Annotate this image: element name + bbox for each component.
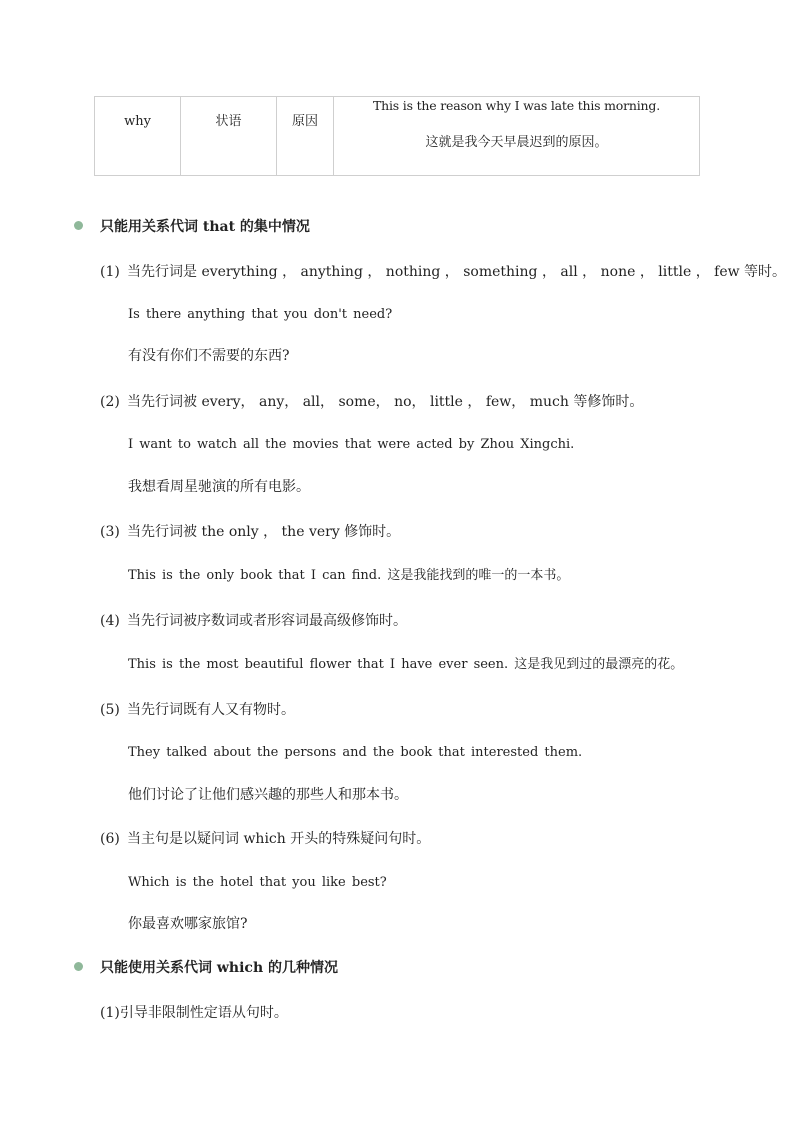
rule-text: 当先行词被序数词或者形容词最高级修饰时。 [127, 613, 407, 629]
rule-text: 当主句是以疑问词 which 开头的特殊疑问句时。 [127, 831, 431, 847]
example-translation: 他们讨论了让他们感兴趣的那些人和那本书。 [128, 787, 408, 803]
rule-number: (2) [100, 394, 120, 410]
relative-adverb-table [94, 96, 700, 176]
example-sentence: I want to watch all the movies that were acted by Zhou Xingchi. [128, 437, 575, 452]
table-cell-meaning [277, 97, 334, 176]
table-cell-example [334, 97, 700, 176]
rule-item-5 [100, 701, 295, 719]
table-cell-word [95, 97, 181, 176]
word-meaning: 原因 [291, 114, 318, 129]
example-sentence: They talked about the persons and the book that interested them. [128, 745, 583, 760]
rule-number: (5) [100, 702, 120, 718]
example-translation: 你最喜欢哪家旅馆? [128, 916, 248, 932]
example-translation: 我想看周星驰演的所有电影。 [128, 479, 310, 495]
rule-number: (4) [100, 613, 120, 629]
bullet-icon [74, 221, 83, 230]
rule-text: 当先行词被 every， any， all， some， no， little ， few， much 等修饰时。 [127, 394, 644, 410]
bullet-icon [74, 962, 83, 971]
rule-text: 当先行词是 everything ， anything ， nothing ， something ， all ， none ， little ， few 等时。 [127, 264, 787, 280]
example-sentence: Is there anything that you don't need? [128, 307, 393, 322]
rule-item-4 [100, 612, 407, 630]
table-row [95, 97, 700, 176]
heading-text: 只能用关系代词 that 的集中情况 [100, 219, 310, 235]
grammatical-function: 状语 [215, 114, 242, 129]
rule-text: 当先行词既有人又有物时。 [127, 702, 295, 718]
example-chinese: 这就是我今天早晨迟到的原因。 [425, 135, 608, 150]
example-sentence: This is the most beautiful flower that I have ever seen. 这是我见到过的最漂亮的花。 [128, 657, 684, 672]
rule-text: 当先行词被 the only ， the very 修饰时。 [127, 524, 401, 540]
table-cell-function [181, 97, 277, 176]
section-heading-that-only [74, 218, 310, 236]
relative-word: why [124, 114, 151, 129]
which-rule-1: (1)引导非限制性定语从句时。 [100, 1005, 288, 1021]
rule-number: (1) [100, 264, 120, 280]
rule-number: (6) [100, 831, 120, 847]
heading-text: 只能使用关系代词 which 的几种情况 [100, 960, 338, 976]
example-sentence: This is the only book that I can find. 这是我能找到的唯一的一本书。 [128, 568, 570, 583]
example-english: This is the reason why I was late this morning. [373, 98, 660, 113]
rule-item-1 [100, 263, 786, 281]
rule-item-2 [100, 393, 643, 411]
example-sentence: Which is the hotel that you like best? [128, 875, 387, 890]
rule-number: (3) [100, 524, 120, 540]
section-heading-which-only [74, 959, 338, 977]
example-translation: 有没有你们不需要的东西? [128, 348, 290, 364]
rule-item-3 [100, 523, 400, 541]
rule-item-6 [100, 830, 430, 848]
